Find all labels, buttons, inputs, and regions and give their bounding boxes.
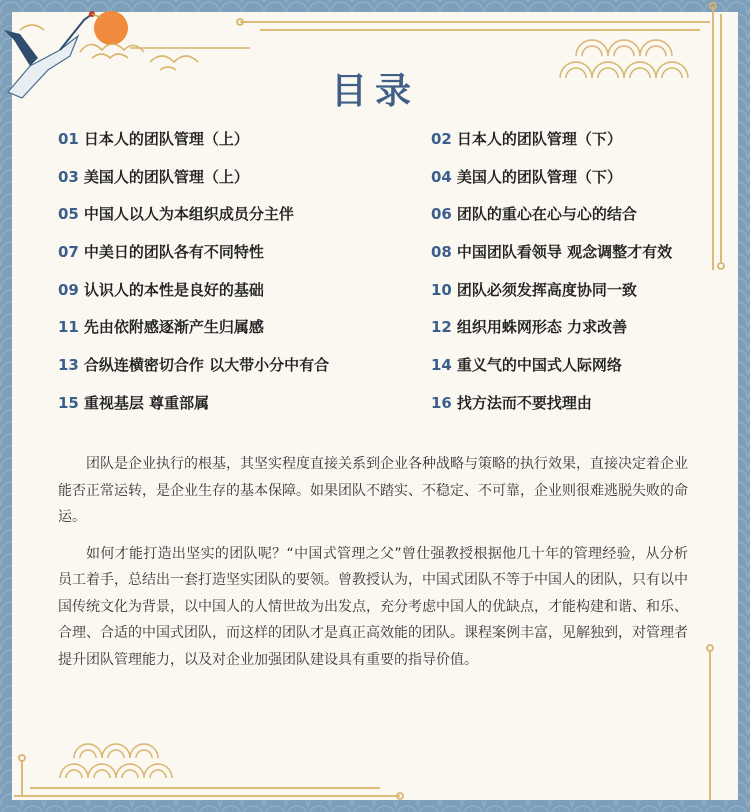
- toc-item-04[interactable]: [431, 159, 622, 196]
- toc-number: 10: [431, 280, 452, 299]
- toc-text: 重视基层 尊重部属: [83, 393, 210, 412]
- toc-number: 07: [58, 243, 79, 262]
- toc-number: 05: [58, 205, 79, 224]
- toc-item-06[interactable]: [431, 196, 637, 233]
- toc-number: 06: [431, 205, 452, 224]
- toc-item-13[interactable]: [58, 347, 329, 384]
- toc-number: 04: [431, 167, 452, 186]
- toc-number: 08: [431, 243, 452, 262]
- toc-row: [58, 309, 718, 347]
- toc-item-09[interactable]: [58, 272, 264, 309]
- toc-row: [58, 121, 718, 159]
- course-description: [58, 451, 688, 683]
- toc-number: 02: [431, 130, 452, 148]
- toc-item-16[interactable]: [431, 385, 592, 422]
- toc-text: 美国人的团队管理（下）: [456, 167, 622, 186]
- toc-item-07[interactable]: [58, 234, 264, 271]
- description-paragraph: 团队是企业执行的根基，其坚实程度直接关系到企业各种战略与策略的执行效果，直接决定着企业能否正常运转，是企业生存的基本保障。如果团队不踏实、不稳定、不可靠，企业则很难逃脱失败的命运。: [58, 456, 688, 525]
- table-of-contents: [58, 121, 718, 423]
- toc-text: 团队的重心在心与心的结合: [456, 205, 637, 224]
- toc-number: 11: [58, 318, 79, 337]
- toc-text: 美国人的团队管理（上）: [83, 167, 249, 186]
- toc-number: 01: [58, 130, 79, 148]
- toc-number: 16: [431, 393, 452, 412]
- toc-item-02[interactable]: [431, 121, 622, 158]
- toc-text: 重义气的中国式人际网络: [456, 356, 622, 375]
- bottom-right-frame-decoration: [690, 640, 730, 810]
- toc-item-01[interactable]: [58, 121, 249, 158]
- toc-item-10[interactable]: [431, 272, 637, 309]
- toc-row: [58, 272, 718, 310]
- toc-text: 合纵连横密切合作 以大带小分中有合: [83, 356, 330, 375]
- toc-number: 09: [58, 280, 79, 299]
- toc-number: 14: [431, 356, 452, 375]
- description-paragraph: 如何才能打造出坚实的团队呢？“中国式管理之父”曾仕强教授根据他几十年的管理经验，从分析员工着手，总结出一套打造坚实团队的要领。曾教授认为，中国式团队不等于中国人的团队，只有以中国传统文化为背景，以中国人的人情世故为出发点，充分考虑中国人的优缺点，才能构建和谐、和乐、合理、合适的中国式团队，而这样的团队才是真正高效能的团队。课程案例丰富，见解独到，对管理者提升团队管理能力，以及对企业加强团队建设具有重要的指导价值。: [58, 545, 688, 668]
- toc-number: 13: [58, 356, 79, 375]
- wave-pattern-icon: [60, 744, 172, 778]
- toc-text: 中美日的团队各有不同特性: [83, 243, 264, 262]
- toc-row: [58, 159, 718, 197]
- toc-text: 先由依附感逐渐产生归属感: [83, 318, 264, 337]
- toc-item-15[interactable]: [58, 385, 209, 422]
- toc-item-14[interactable]: [431, 347, 622, 384]
- toc-text: 日本人的团队管理（下）: [456, 130, 622, 148]
- toc-text: 团队必须发挥高度协同一致: [456, 280, 637, 299]
- toc-item-11[interactable]: [58, 309, 264, 346]
- bottom-left-frame-decoration: [0, 700, 420, 812]
- toc-item-08[interactable]: [431, 234, 672, 271]
- toc-item-03[interactable]: [58, 159, 249, 196]
- toc-item-12[interactable]: [431, 309, 627, 346]
- toc-text: 找方法而不要找理由: [456, 393, 592, 412]
- toc-item-05[interactable]: [58, 196, 294, 233]
- toc-text: 中国人以人为本组织成员分主伴: [83, 205, 294, 224]
- toc-number: 15: [58, 393, 79, 412]
- toc-row: [58, 196, 718, 234]
- toc-text: 认识人的本性是良好的基础: [83, 280, 264, 299]
- toc-row: [58, 234, 718, 272]
- toc-row: [58, 385, 718, 423]
- toc-text: 日本人的团队管理（上）: [83, 130, 249, 148]
- toc-row: [58, 347, 718, 385]
- toc-text: 中国团队看领导 观念调整才有效: [456, 243, 673, 262]
- page-title: 目录: [330, 70, 419, 112]
- toc-number: 12: [431, 318, 452, 337]
- toc-text: 组织用蛛网形态 力求改善: [456, 318, 628, 337]
- toc-number: 03: [58, 167, 79, 186]
